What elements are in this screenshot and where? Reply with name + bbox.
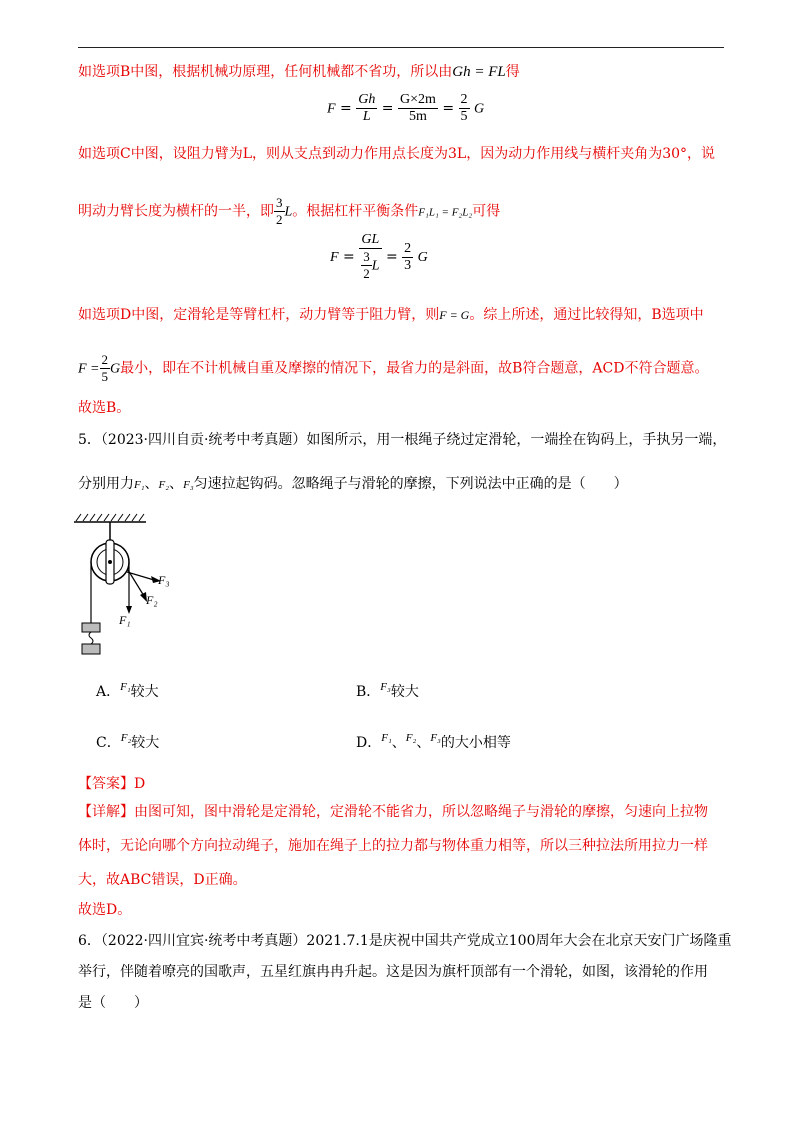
choose-b: 故选B。 xyxy=(78,400,131,416)
solution-d-line2: F = $\frac{2}{5}$ G最小，即在不计机械自重及摩擦的情况下，最省力的是斜面，故B符合题意，ACD不符合题意。 xyxy=(78,352,709,384)
solution-b-text: 如选项B中图，根据机械功原理，任何机械都不省功，所以由 xyxy=(78,64,453,80)
detail-line2: 体时，无论向哪个方向拉动绳子，施加在绳子上的拉力都与物体重力相等，所以三种拉法所用拉力一样 xyxy=(78,838,708,854)
answer-label: 【答案】 xyxy=(78,776,134,792)
detail-label: 【详解】 xyxy=(78,804,134,820)
solution-d-line1: 如选项D中图，定滑轮是等臂杠杆，动力臂等于阻力臂，则F = G。综上所述，通过比较得知，B选项中 xyxy=(78,307,704,323)
option-c[interactable]: C．$^{F_2}$较大 xyxy=(96,732,160,751)
answer-value: D xyxy=(134,776,146,792)
equation-b: F = $\frac{Gh}{L}$ = $\frac{G\times 2m}{5m}$ = $\frac{2}{5}$ G xyxy=(327,92,485,124)
fig-label-f2: F₂ xyxy=(146,593,158,607)
q6-line1: 6．（2022·四川宜宾·统考中考真题）2021.7.1是庆祝中国共产党成立100周年大会在北京天安门广场隆重 xyxy=(78,933,732,949)
solution-c-line1: 如选项C中图，设阻力臂为L，则从支点到动力作用点长度为3L，因为动力作用线与横杆夹角为30°，说 xyxy=(78,146,716,162)
solution-c-line2: 明动力臂长度为横杆的一半，即 $\frac{3}{2}$ L。根据杠杆平衡条件F₁L₁ = F₂L₂可得 xyxy=(78,195,501,227)
detail-line1: 【详解】由图可知，图中滑轮是定滑轮，定滑轮不能省力，所以忽略绳子与滑轮的摩擦，匀速向上拉物 xyxy=(78,804,708,820)
equation-c: F = GL $\frac{3}{2}$ L = $\frac{2}{3}$ G xyxy=(330,232,428,281)
header-rule xyxy=(78,47,724,48)
formula-gh-fl: Gh = FL xyxy=(452,64,506,80)
option-d[interactable]: D．$^{F_1}$、$^{F_2}$、$^{F_3}$的大小相等 xyxy=(356,732,511,751)
q5-stem-line1: 5．（2023·四川自贡·统考中考真题）如图所示，用一根绳子绕过定滑轮，一端拴在钩码上，手执另一端， xyxy=(78,432,727,448)
q5-stem-line2: 分别用力F₁、F₂、F₃匀速拉起钩码。忽略绳子与滑轮的摩擦，下列说法中正确的是（ ） xyxy=(78,476,628,492)
solution-b-text-end: 得 xyxy=(505,64,520,80)
fig-label-f3: F₃ xyxy=(158,573,170,587)
q6-line2: 举行，伴随着嘹亮的国歌声，五星红旗冉冉升起。这是因为旗杆顶部有一个滑轮，如图，该滑轮的作用 xyxy=(78,964,708,980)
lever-condition: F₁L₁ = F₂L₂ xyxy=(418,206,473,219)
q6-line3: 是（ ） xyxy=(78,995,148,1011)
solution-b-line xyxy=(78,62,520,82)
option-b[interactable]: B．$^{F_3}$较大 xyxy=(356,681,419,700)
frac-three-halves: $\frac{3}{2}$ xyxy=(276,195,283,227)
answer-line xyxy=(78,774,145,794)
choose-d: 故选D。 xyxy=(78,902,132,918)
fig-label-f1: F₁ xyxy=(119,613,131,627)
detail-line3: 大，故ABC错误，D正确。 xyxy=(78,872,247,888)
option-a[interactable]: A．$^{F_1}$较大 xyxy=(96,681,159,700)
